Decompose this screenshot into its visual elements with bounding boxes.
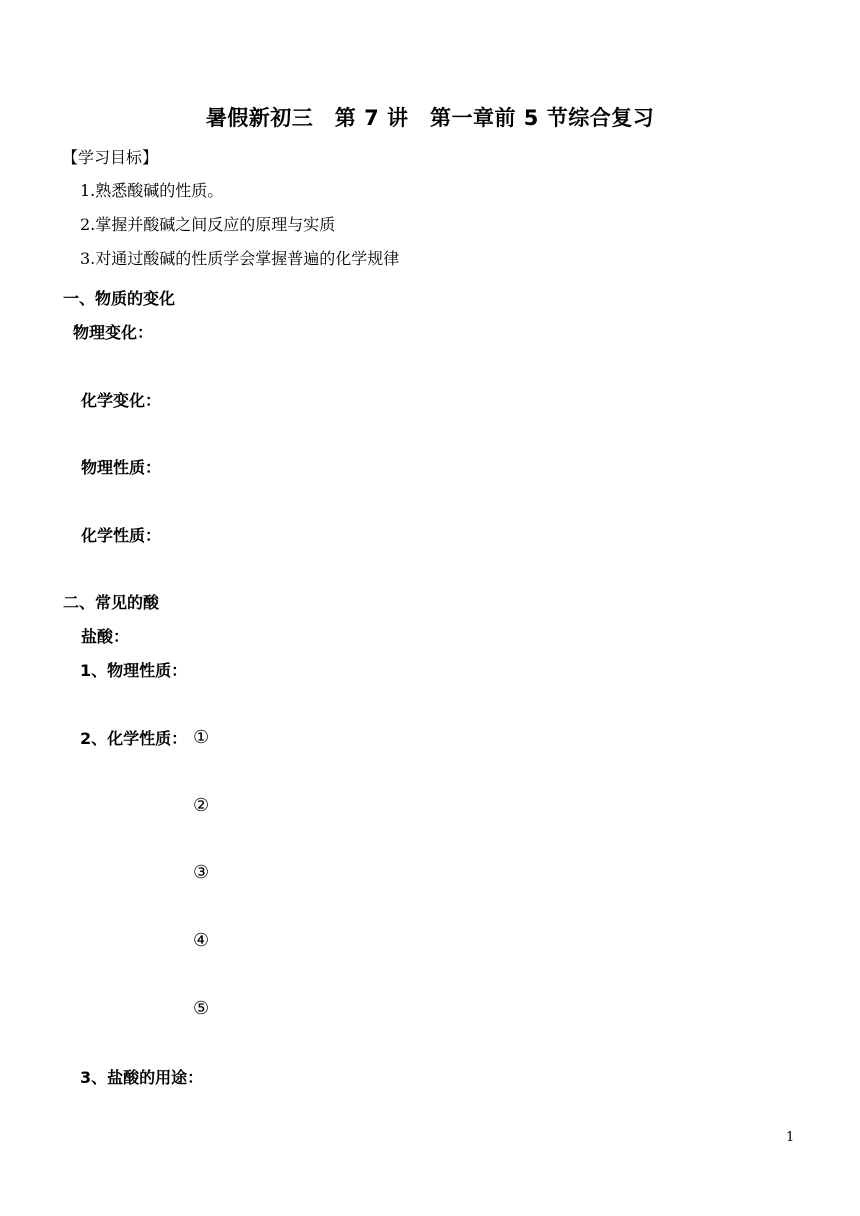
section-heading-acids: 二、常见的酸 [63,593,160,612]
objectives-heading: 【学习目标】 [62,148,159,167]
circled-number-2: ② [193,795,210,816]
label-acid-chemical-property: 2、化学性质： [80,729,188,748]
circled-number-4: ④ [193,930,210,951]
label-physical-change: 物理变化： [73,323,154,342]
circled-number-5: ⑤ [193,998,210,1019]
circled-number-1: ① [193,727,210,748]
page-number: 1 [786,1130,795,1145]
objective-item-2: 2.掌握并酸碱之间反应的原理与实质 [80,215,336,234]
objective-item-3: 3.对通过酸碱的性质学会掌握普遍的化学规律 [80,249,400,268]
label-acid-uses: 3、盐酸的用途： [80,1068,204,1087]
label-acid-physical-property: 1、物理性质： [80,661,188,680]
circled-number-3: ③ [193,862,210,883]
objective-item-1: 1.熟悉酸碱的性质。 [80,181,224,200]
page-title: 暑假新初三 第 7 讲 第一章前 5 节综合复习 [205,106,655,130]
section-heading-changes: 一、物质的变化 [63,289,176,308]
label-chemical-change: 化学变化： [81,391,162,410]
label-chemical-property: 化学性质： [81,526,162,545]
label-physical-property: 物理性质： [81,458,162,477]
label-hydrochloric-acid: 盐酸： [81,627,130,646]
